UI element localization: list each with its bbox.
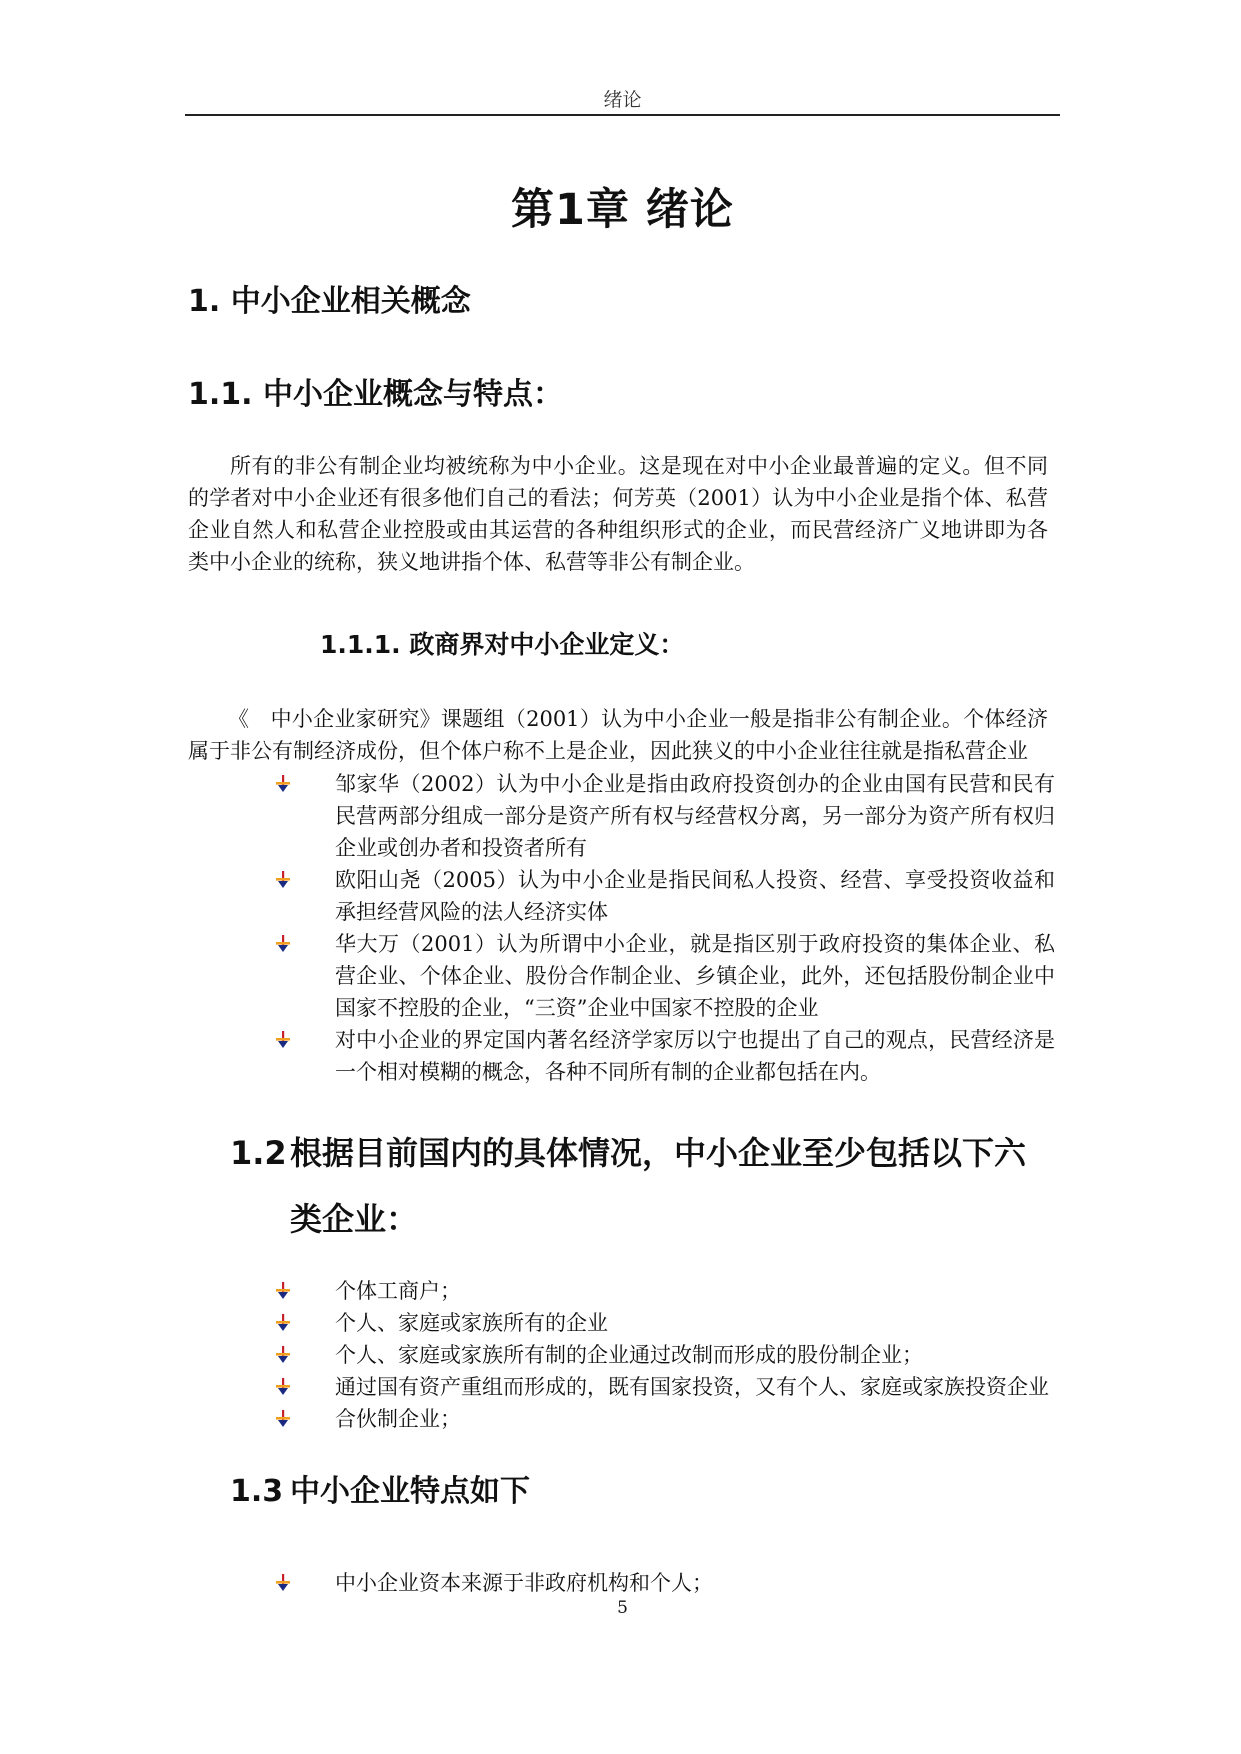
list-item [270, 1339, 1055, 1371]
bullet-arrow-icon [274, 1410, 292, 1428]
running-header: 绪论 [603, 89, 642, 111]
bullet-arrow-icon [274, 871, 292, 889]
bullet-arrow-icon [274, 1314, 292, 1332]
list-item [270, 768, 1055, 864]
bullet-arrow-icon [274, 1346, 292, 1364]
list-item-text: 个人、家庭或家族所有的企业 [335, 1311, 608, 1335]
header-rule [185, 114, 1060, 116]
list-item-text: 个体工商户； [335, 1279, 461, 1303]
list-item-text: 欧阳山尧（2005）认为中小企业是指民间私人投资、经营、享受投资收益和承担经营风险的法人经济实体 [335, 868, 1055, 924]
section-title: 中小企业特点如下 [290, 1474, 530, 1509]
chapter-title: 第1章 绪论 [511, 185, 734, 235]
features-list [270, 1567, 1055, 1599]
section-1-1-paragraph: 所有的非公有制企业均被统称为中小企业。这是现在对中小企业最普遍的定义。但不同的学者对中小企业还有很多他们自己的看法；何芳英（2001）认为中小企业是指个体、私营企业自然人和私营企业控股或由其运营的各种组织形式的企业，而民营经济广义地讲即为各类中小企业的统称，狭义地讲指个体、私营等非公有制企业。 [188, 454, 1048, 574]
section-heading-1-1: 1.1. 中小企业概念与特点： [188, 377, 563, 412]
section-title-line-2: 类企业： [290, 1200, 419, 1238]
section-1-1-1-paragraph: 《 中小企业家研究》课题组（2001）认为中小企业一般是指非公有制企业。个体经济属于非公有制经济成份，但个体户称不上是企业，因此狭义的中小企业往往就是指私营企业 [188, 707, 1048, 763]
list-item-text: 通过国有资产重组而形成的，既有国家投资，又有个人、家庭或家族投资企业 [335, 1375, 1049, 1399]
bullet-arrow-icon [274, 1574, 292, 1592]
bullet-arrow-icon [274, 1031, 292, 1049]
section-number: 1.2 [230, 1134, 287, 1172]
list-item-text: 个人、家庭或家族所有制的企业通过改制而形成的股份制企业； [335, 1343, 923, 1367]
enterprise-types-list [270, 1275, 1055, 1435]
bullet-arrow-icon [274, 1378, 292, 1396]
list-item [270, 1024, 1055, 1088]
list-item [270, 1307, 1055, 1339]
list-item [270, 1403, 1055, 1435]
list-item [270, 928, 1055, 1024]
list-item [270, 1371, 1055, 1403]
list-item-text: 华大万（2001）认为所谓中小企业，就是指区别于政府投资的集体企业、私营企业、个体企业、股份合作制企业、乡镇企业，此外，还包括股份制企业中国家不控股的企业，“三资”企业中国家不控股的企业 [335, 932, 1055, 1020]
definition-list [270, 768, 1055, 1088]
bullet-arrow-icon [274, 935, 292, 953]
section-heading-1-3 [230, 1472, 530, 1512]
section-number: 1.3 [230, 1474, 284, 1509]
section-title-line-1: 根据目前国内的具体情况，中小企业至少包括以下六 [290, 1134, 1027, 1172]
list-item-text: 邹家华（2002）认为中小企业是指由政府投资创办的企业由国有民营和民有民营两部分组成一部分是资产所有权与经营权分离，另一部分为资产所有权归企业或创办者和投资者所有 [335, 772, 1055, 860]
list-item [270, 1275, 1055, 1307]
list-item-text: 合伙制企业； [335, 1407, 461, 1431]
bullet-arrow-icon [274, 775, 292, 793]
section-heading-1-1-1: 1.1.1. 政商界对中小企业定义： [320, 630, 685, 659]
section-heading-1: 1. 中小企业相关概念 [188, 284, 471, 319]
list-item-text: 中小企业资本来源于非政府机构和个人； [335, 1571, 713, 1595]
list-item-text: 对中小企业的界定国内著名经济学家厉以宁也提出了自己的观点，民营经济是一个相对模糊的概念，各种不同所有制的企业都包括在内。 [335, 1028, 1055, 1084]
bullet-arrow-icon [274, 1282, 292, 1300]
page-number: 5 [617, 1598, 628, 1618]
list-item [270, 1567, 1055, 1599]
section-heading-1-2 [230, 1120, 1060, 1252]
list-item [270, 864, 1055, 928]
